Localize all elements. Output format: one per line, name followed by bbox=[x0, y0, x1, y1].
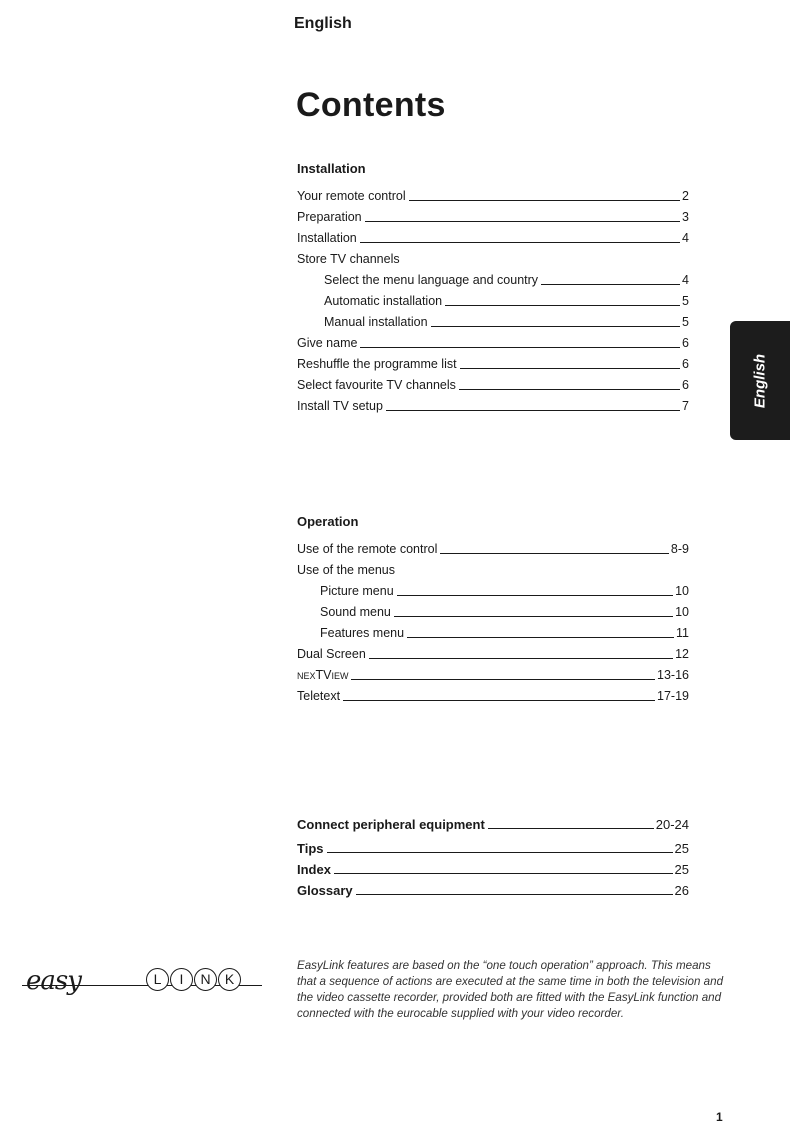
logo-letter: I bbox=[170, 968, 193, 991]
toc-row[interactable]: Select favourite TV channels 6 bbox=[297, 378, 689, 392]
easylink-note: EasyLink features are based on the “one touch operation” approach. This means that a sequence of actions are executed at the same time in both the television and the video cassette recorder, provided both are fitted with the EasyLink function and connected with the eurocable supplied with your video recorder. bbox=[297, 959, 724, 1020]
toc-row[interactable]: Use of the menus bbox=[297, 563, 395, 577]
toc-row[interactable]: Features menu 11 bbox=[320, 626, 689, 640]
toc-row[interactable]: Sound menu 10 bbox=[320, 605, 689, 619]
toc-row[interactable]: Dual Screen 12 bbox=[297, 647, 689, 661]
toc-row[interactable]: Store TV channels bbox=[297, 252, 400, 266]
toc-row[interactable]: Picture menu 10 bbox=[320, 584, 689, 598]
toc-section-other bbox=[297, 811, 689, 898]
logo-word: easy bbox=[26, 966, 81, 996]
toc-row[interactable]: Connect peripheral equipment 20-24 bbox=[297, 817, 689, 832]
language-side-tab bbox=[730, 321, 790, 440]
toc-section-installation bbox=[297, 158, 689, 414]
toc-row[interactable]: Installation 4 bbox=[297, 231, 689, 245]
easylink-logo bbox=[22, 960, 264, 1010]
section-heading-installation: Installation bbox=[297, 161, 366, 176]
logo-letter-group bbox=[146, 968, 241, 991]
page-title: Contents bbox=[296, 86, 446, 124]
toc-row[interactable]: Preparation 3 bbox=[297, 210, 689, 224]
logo-letter: N bbox=[194, 968, 217, 991]
toc-row[interactable]: Tips 25 bbox=[297, 841, 689, 856]
toc-row[interactable]: Reshuffle the programme list 6 bbox=[297, 357, 689, 371]
toc-row[interactable]: Install TV setup 7 bbox=[297, 399, 689, 413]
toc-row[interactable]: Your remote control 2 bbox=[297, 189, 689, 203]
page-number: 1 bbox=[716, 1110, 723, 1124]
side-tab-label: English bbox=[751, 353, 769, 408]
toc-row[interactable]: Give name 6 bbox=[297, 336, 689, 350]
toc-section-operation bbox=[297, 511, 689, 704]
header-language: English bbox=[294, 15, 352, 32]
toc-row[interactable]: Select the menu language and country 4 bbox=[324, 273, 689, 287]
toc-row[interactable]: Glossary 26 bbox=[297, 883, 689, 898]
section-heading-operation: Operation bbox=[297, 514, 359, 529]
toc-row[interactable]: Index 25 bbox=[297, 862, 689, 877]
logo-letter: K bbox=[218, 968, 241, 991]
toc-row[interactable]: nexTView 13-16 bbox=[297, 668, 689, 682]
logo-letter: L bbox=[146, 968, 169, 991]
toc-row[interactable]: Use of the remote control 8-9 bbox=[297, 542, 689, 556]
toc-row[interactable]: Manual installation 5 bbox=[324, 315, 689, 329]
toc-row[interactable]: Automatic installation 5 bbox=[324, 294, 689, 308]
toc-row[interactable]: Teletext 17-19 bbox=[297, 689, 689, 703]
